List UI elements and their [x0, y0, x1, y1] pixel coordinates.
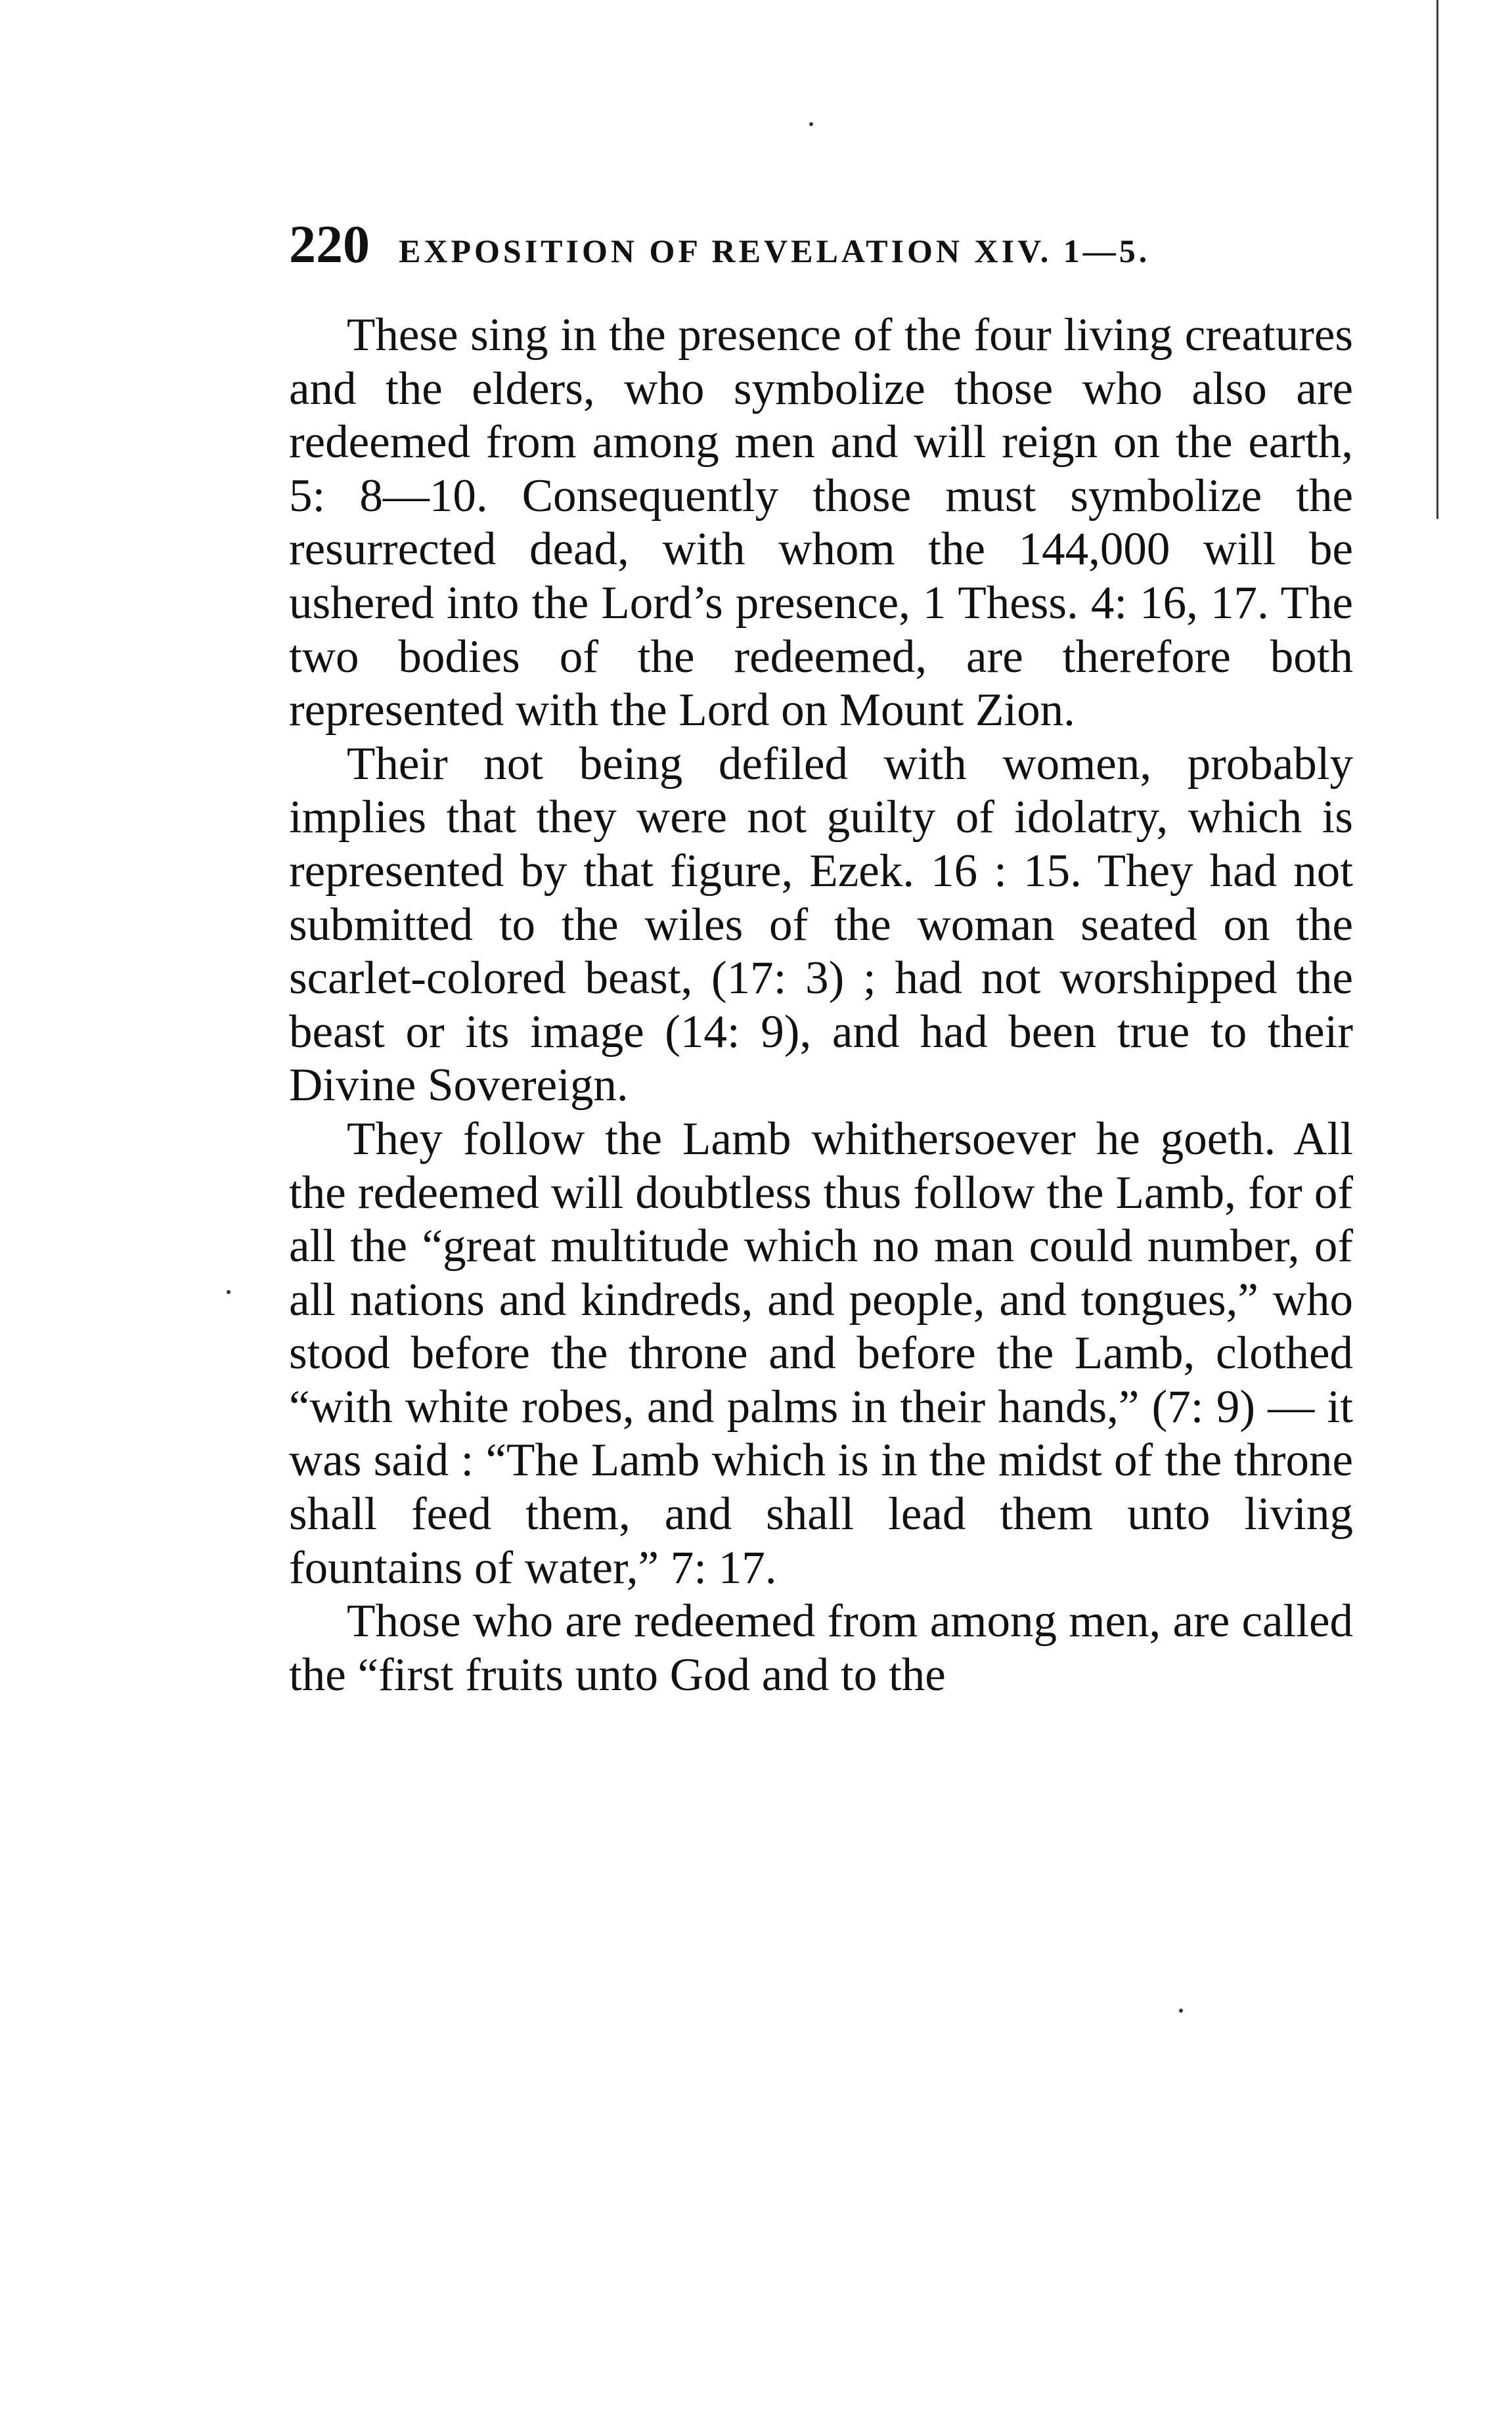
scan-speck [227, 1290, 231, 1294]
paragraph: They follow the Lamb whithersoever he goeth. All the redeemed will doubtless thus follow the Lamb, for of all the “great multitude which no man could number, of all nations and kindreds, and people, and tongues,” who stood before the throne and before the Lamb, clothed “with white robes, and palms in their hands,” (7: 9) — it was said : “The Lamb which is in the midst of the throne shall feed them, and shall lead them unto living fountains of water,” 7: 17. [289, 1113, 1353, 1594]
paragraph: Their not being defiled with women, probably implies that they were not guilty of idolatry, which is represented by that figure, Ezek. 16 : 15. They had not submitted to the wiles of the woman seated on the scarlet-colored beast, (17: 3) ; had not worshipped the beast or its image (14: 9), and had been true to their Divine Sovereign. [289, 738, 1353, 1111]
paragraph: Those who are redeemed from among men, are called the “first fruits unto God and to the [289, 1596, 1353, 1701]
body-text [289, 309, 1353, 1702]
scan-edge-line [1436, 0, 1438, 519]
scan-speck [809, 122, 813, 126]
scan-speck [1179, 2009, 1183, 2013]
running-head: EXPOSITION OF REVELATION XIV. 1—5. [399, 233, 1151, 269]
page-header [289, 213, 1235, 273]
paragraph: These sing in the presence of the four living creatures and the elders, who symbolize those who also are redeemed from among men and will reign on the earth, 5: 8—10. Consequently those must symbolize the resurrected dead, with whom the 144,000 will be ushered into the Lord’s presence, 1 Thess. 4: 16, 17. The two bodies of the redeemed, are therefore both represented with the Lord on Mount Zion. [289, 309, 1353, 736]
page-number: 220 [289, 214, 370, 274]
